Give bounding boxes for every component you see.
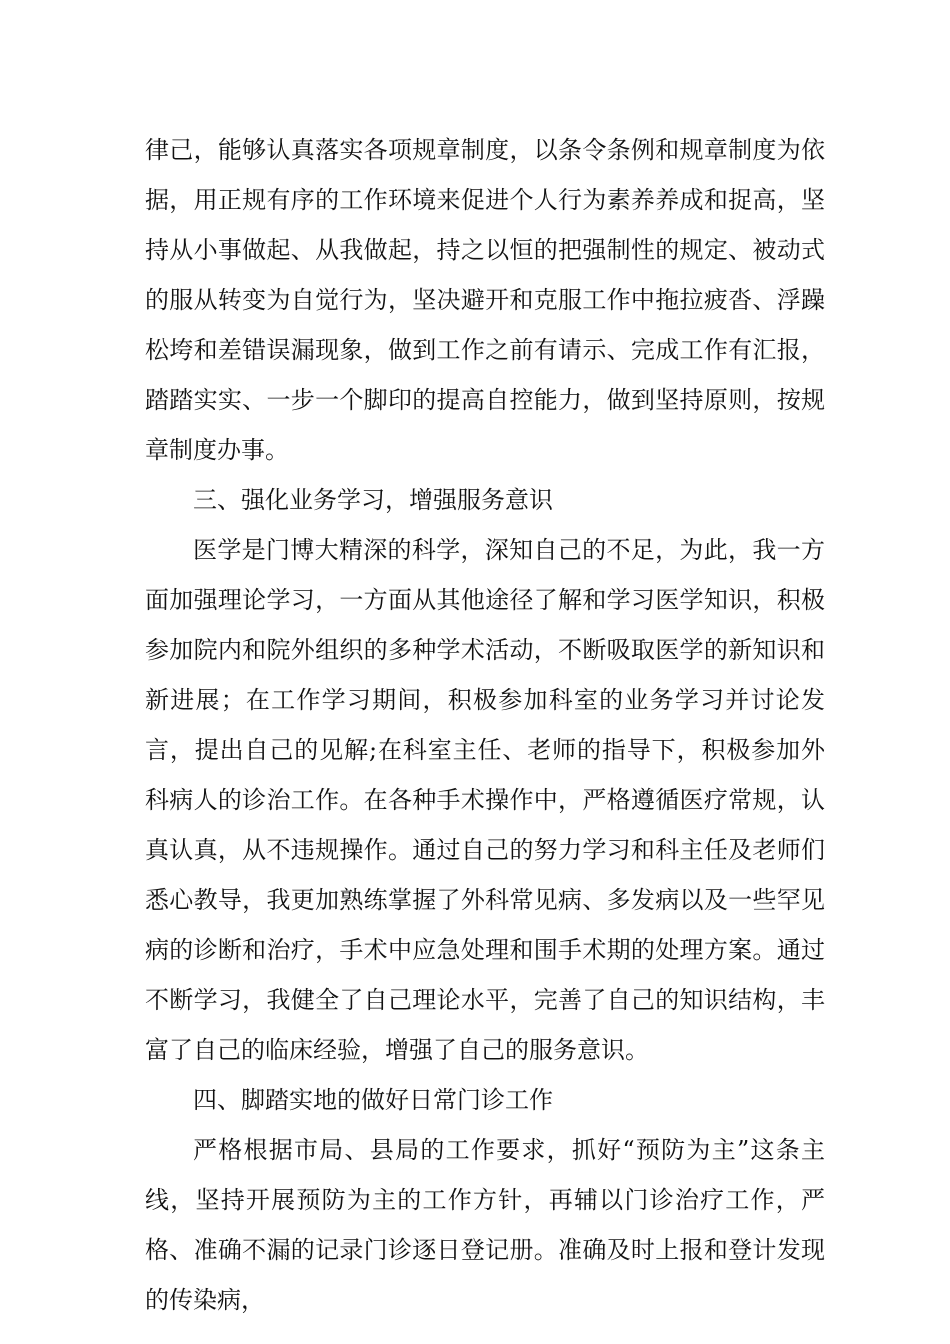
paragraph-outpatient-work: 严格根据市局、县局的工作要求，抓好“预防为主”这条主线，坚持开展预防为主的工作方针，再辅以门诊治疗工作，严格、准确不漏的记录门诊逐日登记册。准确及时上报和登计发现的传染病， <box>145 1136 825 1314</box>
document-body <box>145 125 825 1325</box>
paragraph-business-study: 医学是门博大精深的科学，深知自己的不足，为此，我一方面加强理论学习，一方面从其他途径了解和学习医学知识，积极参加院内和院外组织的多种学术活动，不断吸取医学的新知识和新进展；在工作学习期间，积极参加科室的业务学习并讨论发言，提出自己的见解;在科室主任、老师的指导下，积极参加外科病人的诊治工作。在各种手术操作中，严格遵循医疗常规，认真认真，从不违规操作。通过自己的努力学习和科主任及老师们悉心教导，我更加熟练掌握了外科常见病、多发病以及一些罕见病的诊断和治疗，手术中应急处理和围手术期的处理方案。通过不断学习，我健全了自己理论水平，完善了自己的知识结构，丰富了自己的临床经验，增强了自己的服务意识。 <box>145 536 825 1064</box>
section-heading-4: 四、脚踏实地的做好日常门诊工作 <box>193 1086 553 1114</box>
section-heading-3: 三、强化业务学习，增强服务意识 <box>193 486 553 514</box>
paragraph-continuation: 律己，能够认真落实各项规章制度，以条令条例和规章制度为依据，用正规有序的工作环境来促进个人行为素养养成和捉高，坚持从小事做起、从我做起，持之以恒的把强制性的规定、被动式的服从转变为自觉行为，坚决避开和克服工作中拖拉疲沓、浮躁松垮和差错误漏现象，做到工作之前有请示、完成工作有汇报，踏踏实实、一步一个脚印的提高自控能力，做到坚持原则，按规章制度办事。 <box>145 136 825 464</box>
